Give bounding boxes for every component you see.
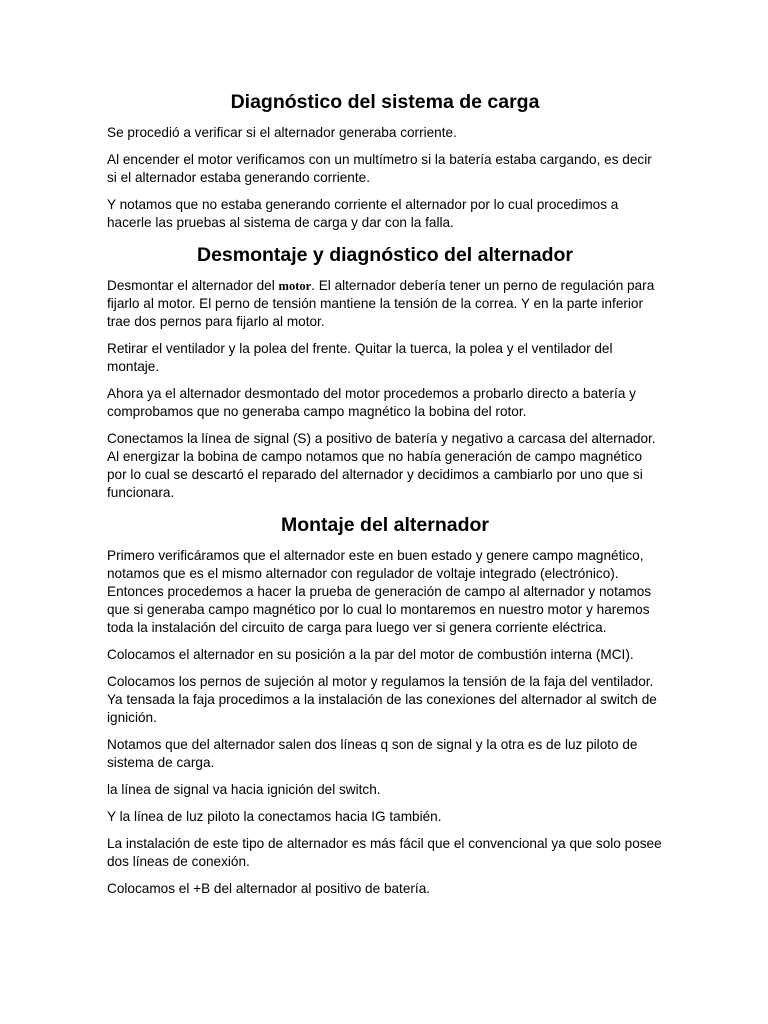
paragraph: La instalación de este tipo de alternador es más fácil que el convencional ya que solo posee dos líneas de conexión.	[107, 836, 662, 869]
section-title-montaje: Montaje del alternador	[280, 514, 490, 536]
emphasis-text: motor	[278, 279, 312, 293]
paragraph: Y notamos que no estaba generando corriente el alternador por lo cual procedimos a hacerle las pruebas al sistema de carga y dar con la falla.	[107, 197, 619, 230]
document-body	[107, 90, 663, 907]
paragraph: Colocamos el alternador en su posición a la par del motor de combustión interna (MCI).	[107, 647, 634, 662]
paragraph: Se procedió a verificar si el alternador generaba corriente.	[107, 125, 457, 140]
paragraph: Notamos que del alternador salen dos líneas q son de signal y la otra es de luz piloto de sistema de carga.	[107, 737, 638, 770]
paragraph: Al encender el motor verificamos con un multímetro si la batería estaba cargando, es decir si el alternador estaba generando corriente.	[107, 152, 652, 185]
paragraph: Colocamos los pernos de sujeción al motor y regulamos la tensión de la faja del ventilador. Ya tensada la faja procedimos a la instalación de las conexiones del alternador al switch de ignición.	[107, 674, 657, 725]
paragraph: Colocamos el +B del alternador al positivo de batería.	[107, 881, 431, 896]
paragraph: Primero verificáramos que el alternador este en buen estado y genere campo magnético, notamos que es el mismo alternador con regulador de voltaje integrado (electrónico). Entonces procedemos a hacer la prueba de generación de campo al alternador y notamos que si generaba campo magnético por lo cual lo montaremos en nuestro motor y haremos toda la instalación del circuito de carga para luego ver si genera corriente eléctrica.	[107, 548, 652, 635]
paragraph: Ahora ya el alternador desmontado del motor procedemos a probarlo directo a batería y comprobamos que no generaba campo magnético la bobina del rotor.	[107, 386, 636, 419]
section-title-diagnostico: Diagnóstico del sistema de carga	[230, 91, 540, 113]
paragraph-text: . El alternador debería tener un perno de regulación para fijarlo al motor. El perno de tensión mantiene la tensión de la correa. Y en la parte inferior trae dos pernos para fijarlo al motor.	[107, 278, 655, 329]
paragraph-mixed	[107, 277, 663, 331]
paragraph-text: Desmontar el alternador del	[107, 278, 279, 293]
paragraph: Y la línea de luz piloto la conectamos hacia IG también.	[107, 809, 442, 824]
paragraph: la línea de signal va hacia ignición del switch.	[107, 782, 381, 797]
paragraph: Retirar el ventilador y la polea del frente. Quitar la tuerca, la polea y el ventilador del montaje.	[107, 341, 613, 374]
paragraph: Conectamos la línea de signal (S) a positivo de batería y negativo a carcasa del alternador. Al energizar la bobina de campo notamos que no había generación de campo magnético por lo cual se descartó el reparado del alternador y decidimos a cambiarlo por uno que si funcionara.	[107, 431, 656, 500]
section-title-desmontaje: Desmontaje y diagnóstico del alternador	[196, 244, 573, 266]
